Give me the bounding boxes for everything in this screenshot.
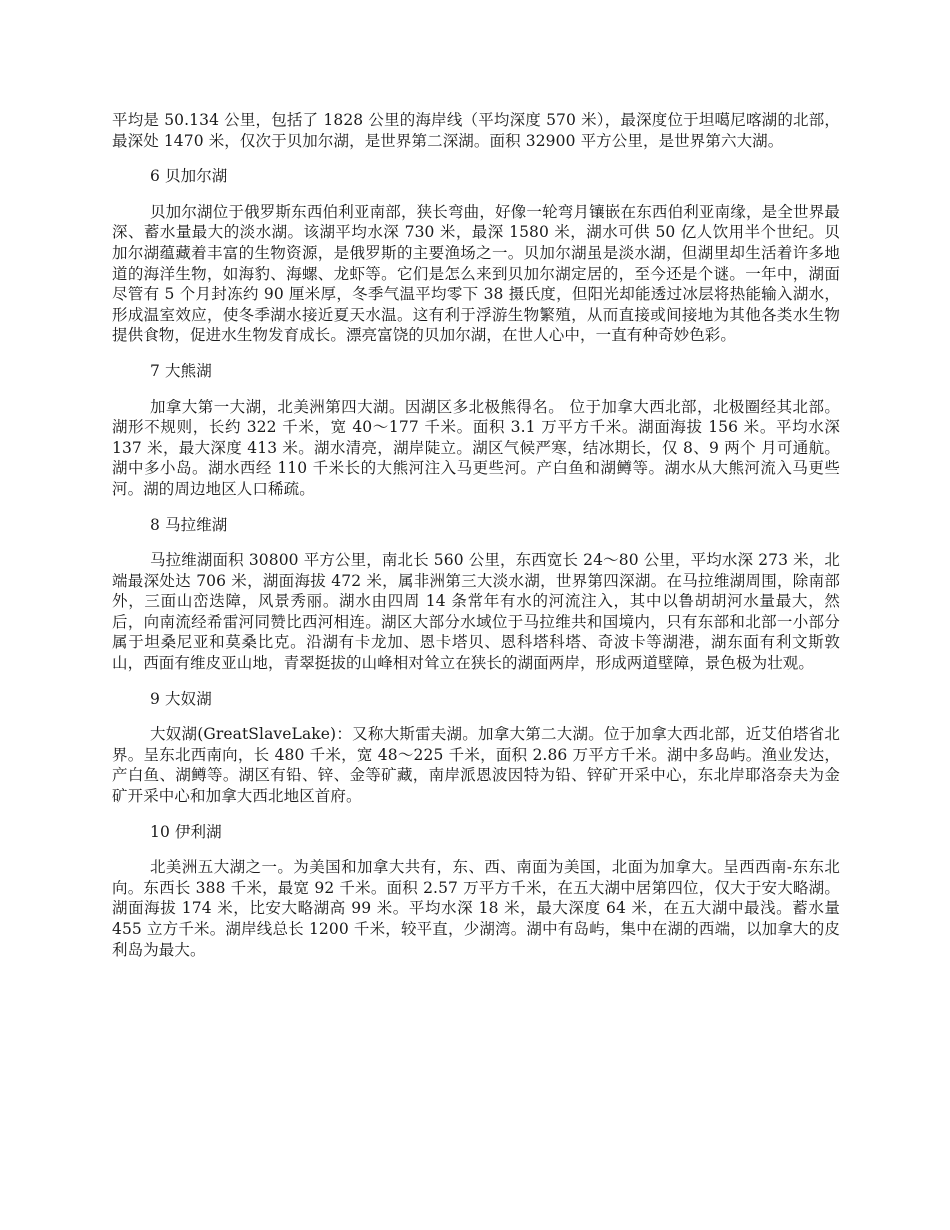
section-body-baikal: 贝加尔湖位于俄罗斯东西伯利亚南部，狭长弯曲，好像一轮弯月镶嵌在东西伯利亚南缘，是全世界最深、蓄水量最大的淡水湖。该湖平均水深 730 米，最深 1580 米，湖水可供 50 亿人饮用半个世纪。贝加尔湖蕴藏着丰富的生物资源，是俄罗斯的主要渔场之一。贝加尔湖虽是淡水湖，但湖里却生活着许多地道的海洋生物，如海豹、海螺、龙虾等。它们是怎么来到贝加尔湖定居的，至今还是个谜。一年中，湖面尽管有 5 个月封冻约 90 厘米厚，冬季气温平均零下 38 摄氏度，但阳光却能透过冰层将热能输入湖水，形成温室效应，使冬季湖水接近夏天水温。这有利于浮游生物繁殖，从而直接或间接地为其他各类水生物提供食物，促进水生物发育成长。漂亮富饶的贝加尔湖，在世人心中，一直有种奇妙色彩。: [112, 202, 840, 345]
intro-paragraph: 平均是 50.134 公里，包括了 1828 公里的海岸线（平均深度 570 米），最深度位于坦噶尼喀湖的北部，最深处 1470 米，仅次于贝加尔湖，是世界第二深湖。面积 32900 平方公里，是世界第六大湖。: [112, 111, 840, 150]
section-heading-erie: 10 伊利湖: [150, 822, 222, 841]
section-body-great-bear: 加拿大第一大湖，北美洲第四大湖。因湖区多北极熊得名。 位于加拿大西北部，北极圈经其北部。湖形不规则，长约 322 千米，宽 40～177 千米。面积 3.1 万平方千米。湖面海拔 156 米。平均水深 137 米，最大深度 413 米。湖水清亮，湖岸陡立。湖区气候严寒，结冰期长，仅 8、9 两个 月可通航。湖中多小岛。湖水西经 110 千米长的大熊河注入马更些河。产白鱼和湖鳟等。湖水从大熊河流入马更些河。湖的周边地区人口稀疏。: [112, 397, 840, 498]
section-heading-malawi: 8 马拉维湖: [150, 515, 228, 534]
section-heading-baikal: 6 贝加尔湖: [150, 167, 228, 186]
document-page: [112, 110, 840, 975]
section-heading-great-bear: 7 大熊湖: [150, 361, 212, 380]
section-body-great-slave: 大奴湖(GreatSlaveLake)：又称大斯雷夫湖。加拿大第二大湖。位于加拿大西北部，近艾伯塔省北界。呈东北西南向，长 480 千米，宽 48～225 千米，面积 2.86 万平方千米。湖中多岛屿。渔业发达，产白鱼、湖鳟等。湖区有铅、锌、金等矿藏，南岸派恩波因特为铅、锌矿开采中心，东北岸耶洛奈夫为金矿开采中心和加拿大西北地区首府。: [112, 725, 840, 806]
section-body-malawi: 马拉维湖面积 30800 平方公里，南北长 560 公里，东西宽长 24～80 公里，平均水深 273 米，北端最深处达 706 米，湖面海拔 472 米，属非洲第三大淡水湖，世界第四深湖。在马拉维湖周围，除南部外，三面山峦迭障，风景秀丽。湖水由四周 14 条常年有水的河流注入，其中以鲁胡胡河水量最大，然后，向南流经希雷河同赞比西河相连。湖区大部分水域位于马拉维共和国境内，只有东部和北部一小部分属于坦桑尼亚和莫桑比克。沿湖有卡龙加、恩卡塔贝、恩科塔科塔、奇波卡等湖港，湖东面有利文斯敦山，西面有维皮亚山地，青翠挺拔的山峰相对耸立在狭长的湖面两岸，形成两道壁障，景色极为壮观。: [112, 551, 840, 673]
section-heading-great-slave: 9 大奴湖: [150, 689, 212, 708]
section-body-erie: 北美洲五大湖之一。为美国和加拿大共有，东、西、南面为美国，北面为加拿大。呈西西南-东东北向。东西长 388 千米，最宽 92 千米。面积 2.57 万平方千米，在五大湖中居第四位，仅大于安大略湖。湖面海拔 174 米，比安大略湖高 99 米。平均水深 18 米，最大深度 64 米，在五大湖中最浅。蓄水量 455 立方千米。湖岸线总长 1200 千米，较平直，少湖湾。湖中有岛屿，集中在湖的西端，以加拿大的皮利岛为最大。: [112, 858, 840, 959]
